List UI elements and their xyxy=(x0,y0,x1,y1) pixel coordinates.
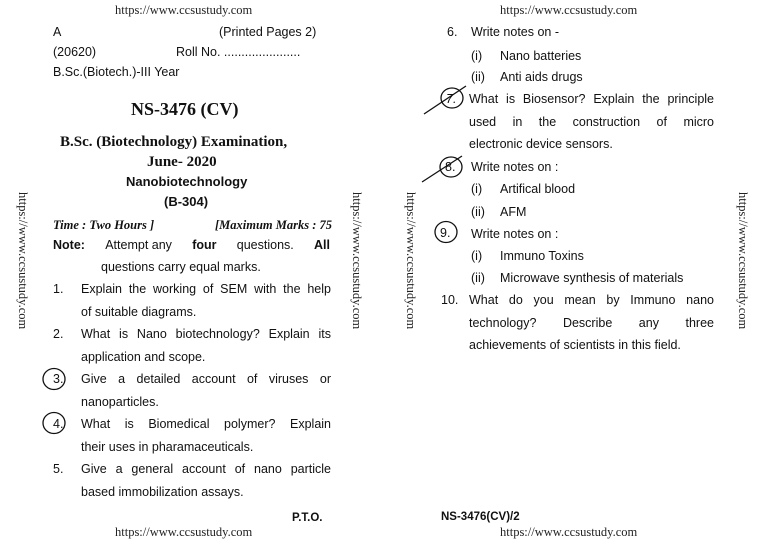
paper-number: (20620) xyxy=(53,45,97,59)
question-number: 4. xyxy=(53,417,64,431)
side-url-2: https://www.ccsustudy.com xyxy=(350,192,364,330)
question-number: 10. xyxy=(441,293,459,307)
pen-circle-mark xyxy=(40,410,70,438)
sub-label: (i) xyxy=(471,182,483,196)
footer-paper-code: NS-3476(CV)/2 xyxy=(441,511,520,523)
question-text: What is Biomedical polymer? Explain their uses in pharamaceuticals. xyxy=(81,417,331,454)
header-url-left: https://www.ccsustudy.com xyxy=(115,3,253,17)
exam-name: B.Sc. (Biotechnology) Examination, xyxy=(60,134,288,150)
question-text: What is Biosensor? Explain the principle used in the construction of micro electronic device sensors. xyxy=(469,92,714,151)
pen-circle-mark xyxy=(40,366,70,394)
question-number: 7. xyxy=(446,92,457,106)
sub-text: Artifical blood xyxy=(500,182,576,196)
note-all: All xyxy=(314,238,330,252)
exam-session: June- 2020 xyxy=(147,154,217,170)
side-url-1: https://www.ccsustudy.com xyxy=(16,192,30,330)
note-line xyxy=(53,238,330,252)
sub-label: (ii) xyxy=(471,205,485,219)
paper-code-title: NS-3476 (CV) xyxy=(131,99,239,119)
time-allowed: Time : Two Hours ] xyxy=(53,218,155,232)
question-text: Explain the working of SEM with the help of suitable diagrams. xyxy=(81,282,331,319)
question-number: 1. xyxy=(53,282,64,296)
sub-text: Microwave synthesis of materials xyxy=(500,271,684,285)
pto-label: P.T.O. xyxy=(292,512,323,524)
subject-name: Nanobiotechnology xyxy=(126,174,248,189)
pen-circle-mark xyxy=(420,84,470,118)
class-name: B.Sc.(Biotech.)-III Year xyxy=(53,65,180,79)
footer-url-left: https://www.ccsustudy.com xyxy=(115,525,253,539)
printed-pages: (Printed Pages 2) xyxy=(219,25,317,39)
question-text: What is Nano biotechnology? Explain its application and scope. xyxy=(81,327,331,364)
question-number: 6. xyxy=(447,25,458,39)
note-text-2: questions. xyxy=(236,238,294,252)
side-url-4: https://www.ccsustudy.com xyxy=(736,192,750,330)
course-code: (B-304) xyxy=(164,194,209,209)
sub-label: (i) xyxy=(471,249,483,263)
note-text-1: Attempt any xyxy=(105,238,172,252)
question-text: What do you mean by Immuno nano technology? Describe any three achievements of scientists in this field. xyxy=(469,293,714,352)
sub-text: Anti aids drugs xyxy=(500,70,583,84)
sub-text: Nano batteries xyxy=(500,49,582,63)
maximum-marks: [Maximum Marks : 75 xyxy=(215,218,333,232)
pen-circle-mark xyxy=(418,152,470,186)
question-text: Give a detailed account of viruses or nanoparticles. xyxy=(81,372,331,409)
question-text: Write notes on : xyxy=(471,160,559,174)
sub-label: (ii) xyxy=(471,70,485,84)
question-text: Write notes on : xyxy=(471,227,559,241)
question-text: Give a general account of nano particle based immobilization assays. xyxy=(81,462,331,499)
question-number: 3. xyxy=(53,372,64,386)
sub-label: (i) xyxy=(471,49,483,63)
question-number: 2. xyxy=(53,327,64,341)
question-text: Write notes on - xyxy=(471,25,560,39)
sub-text: AFM xyxy=(500,205,527,219)
footer-url-right: https://www.ccsustudy.com xyxy=(500,525,638,539)
question-number: 9. xyxy=(440,226,451,240)
series-label: A xyxy=(53,25,62,39)
sub-label: (ii) xyxy=(471,271,485,285)
note-bold: four xyxy=(192,238,217,252)
question-number: 8. xyxy=(445,160,456,174)
note-line-2: questions carry equal marks. xyxy=(101,260,261,274)
roll-number: Roll No. ...................... xyxy=(176,45,301,59)
sub-text: Immuno Toxins xyxy=(500,249,584,263)
note-label: Note: xyxy=(53,238,85,252)
header-url-right: https://www.ccsustudy.com xyxy=(500,3,638,17)
side-url-3: https://www.ccsustudy.com xyxy=(404,192,418,330)
question-number: 5. xyxy=(53,462,64,476)
